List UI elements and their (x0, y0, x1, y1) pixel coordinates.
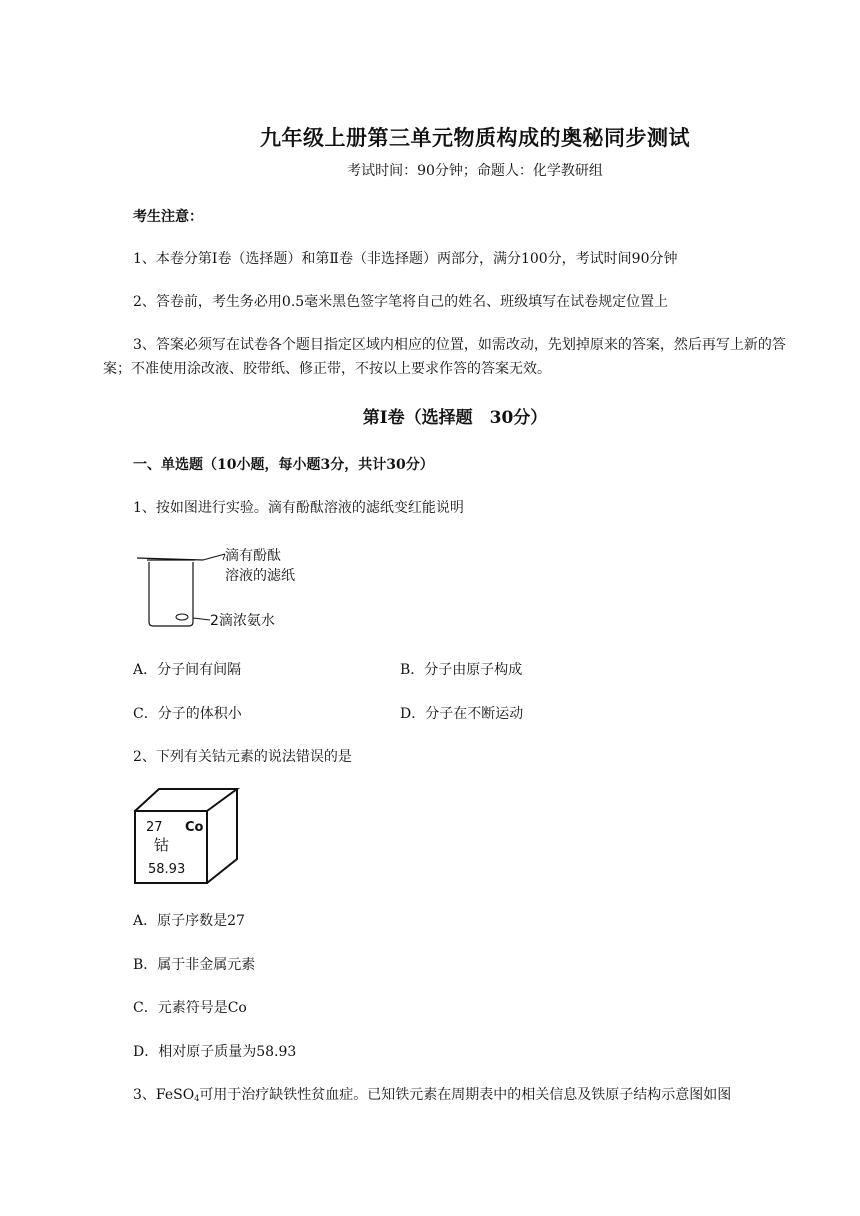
question-1-option-a[interactable]: A．分子间有间隔 (133, 662, 242, 678)
notice-item-1: 1、本卷分第Ⅰ卷（选择题）和第Ⅱ卷（非选择题）两部分，满分100分，考试时间90分钟 (133, 251, 678, 267)
question-3-stem-rest: 可用于治疗缺铁性贫血症。已知铁元素在周期表中的相关信息及铁原子结构示意图如图 (199, 1087, 732, 1103)
question-2-option-c[interactable]: C．元素符号是Co (133, 1000, 247, 1016)
question-3-stem-prefix: 3、FeSO (133, 1087, 195, 1103)
element-mass: 58.93 (148, 862, 186, 877)
question-1-option-c[interactable]: C．分子的体积小 (133, 706, 242, 722)
element-number: 27 (146, 820, 163, 835)
element-symbol: Co (185, 820, 204, 835)
question-2-option-a[interactable]: A．原子序数是27 (133, 913, 245, 929)
exam-info: 考试时间：90分钟；命题人：化学教研组 (347, 163, 603, 179)
figure-label-ammonia: 2滴浓氨水 (210, 613, 275, 629)
question-3-stem (133, 1084, 731, 1104)
notice-item-3: 3、答案必须写在试卷各个题目指定区域内相应的位置，如需改动，先划掉原来的答案，然后再写上新的答案；不准使用涂改液、胶带纸、修正带，不按以上要求作答的答案无效。 (103, 337, 786, 377)
question-1-option-d[interactable]: D．分子在不断运动 (400, 706, 524, 722)
question-1-stem: 1、按如图进行实验。滴有酚酞溶液的滤纸变红能说明 (133, 500, 464, 516)
notice-heading: 考生注意： (133, 209, 203, 225)
figure-label-paper-2: 溶液的滤纸 (225, 568, 295, 584)
question-3-stem-subscript: 4 (194, 1094, 200, 1103)
question-group-title: 一、单选题（10小题，每小题3分，共计30分） (133, 457, 434, 473)
page-title: 九年级上册第三单元物质构成的奥秘同步测试 (260, 125, 690, 150)
question-2-stem: 2、下列有关钴元素的说法错误的是 (133, 749, 352, 765)
cobalt-element-cube-figure (133, 787, 241, 887)
question-2-option-d[interactable]: D．相对原子质量为58.93 (133, 1044, 297, 1060)
element-name: 钴 (154, 836, 170, 854)
question-1-option-b[interactable]: B．分子由原子构成 (400, 662, 523, 678)
question-2-option-b[interactable]: B．属于非金属元素 (133, 957, 256, 973)
figure-label-paper-1: 滴有酚酞 (225, 548, 281, 564)
beaker-experiment-figure (133, 540, 303, 635)
notice-item-2: 2、答卷前，考生务必用0.5毫米黑色签字笔将自己的姓名、班级填写在试卷规定位置上 (133, 294, 669, 310)
section-title: 第Ⅰ卷（选择题 30分） (362, 408, 548, 428)
